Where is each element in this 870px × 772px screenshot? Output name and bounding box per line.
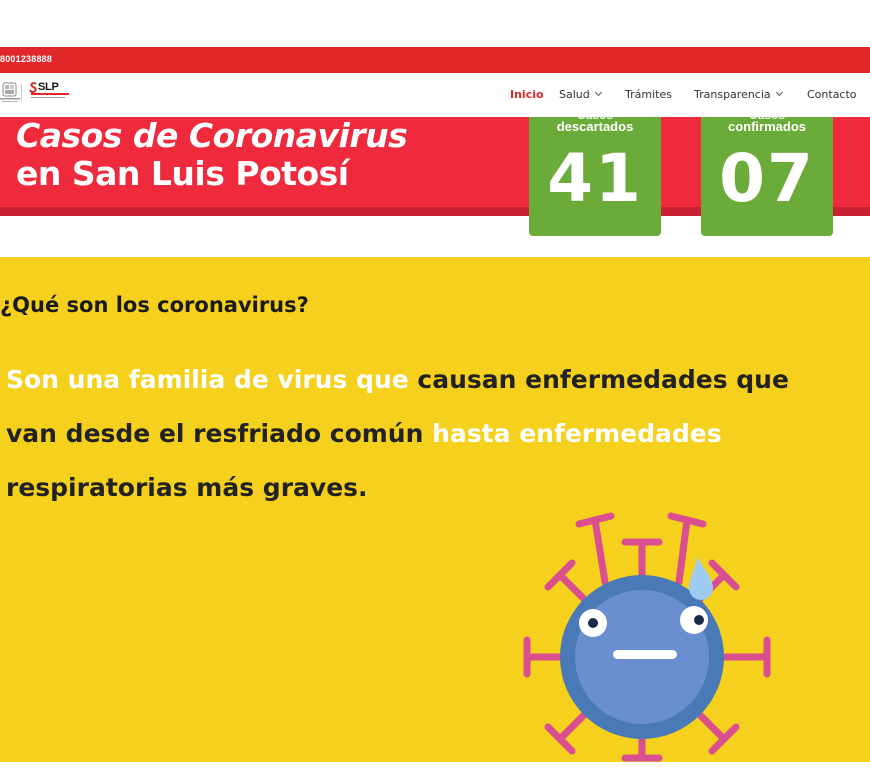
menu-item-salud-label: Salud: [559, 88, 590, 101]
confirmed-cases-top-label: Casos: [748, 108, 786, 122]
phone-number[interactable]: 8001238888: [0, 54, 53, 64]
menu-item-transparencia-label: Transparencia: [694, 88, 771, 101]
slp-logo-text: SLP: [38, 81, 59, 93]
coronavirus-illustration-icon: [505, 502, 785, 764]
menu-item-contacto[interactable]: Contacto: [807, 88, 857, 101]
section-answer: [6, 353, 836, 515]
menu-item-inicio[interactable]: Inicio: [510, 88, 544, 101]
chevron-down-icon: [776, 89, 783, 96]
section-question: ¿Qué son los coronavirus?: [0, 293, 309, 317]
confirmed-cases-count: 07: [719, 140, 815, 217]
answer-text-2: respiratorias más graves.: [6, 473, 368, 502]
logo-separator: [21, 83, 22, 101]
discarded-cases-top-label: Casos: [576, 108, 614, 122]
slp-tagline-bar: [31, 93, 69, 95]
confirmed-cases-card: [701, 108, 833, 236]
discarded-cases-label: descartados: [556, 119, 634, 134]
slp-tagline-bar-secondary: [31, 97, 65, 98]
answer-highlight-1: Son una familia de virus que: [6, 365, 418, 394]
menu-item-salud[interactable]: [559, 88, 601, 101]
discarded-cases-count: 41: [547, 140, 643, 217]
chevron-down-icon: [595, 89, 602, 96]
coat-of-arms-icon[interactable]: [0, 81, 20, 103]
slp-logo-icon: [29, 82, 38, 93]
menu-item-transparencia[interactable]: [694, 88, 782, 101]
hero-title-line1: Casos de Coronavirus: [16, 116, 408, 155]
answer-text-1: causan enfermedades que van desde el resfriado común: [6, 365, 789, 448]
top-bar: [0, 47, 870, 73]
menu-item-tramites[interactable]: Trámites: [625, 88, 672, 101]
discarded-cases-card: [529, 108, 661, 236]
hero-title-line2: en San Luis Potosí: [16, 154, 349, 193]
answer-highlight-2: hasta enfermedades: [432, 419, 722, 448]
confirmed-cases-label: confirmados: [727, 119, 806, 134]
slp-logo[interactable]: [29, 81, 71, 103]
hero-title: [16, 117, 407, 193]
